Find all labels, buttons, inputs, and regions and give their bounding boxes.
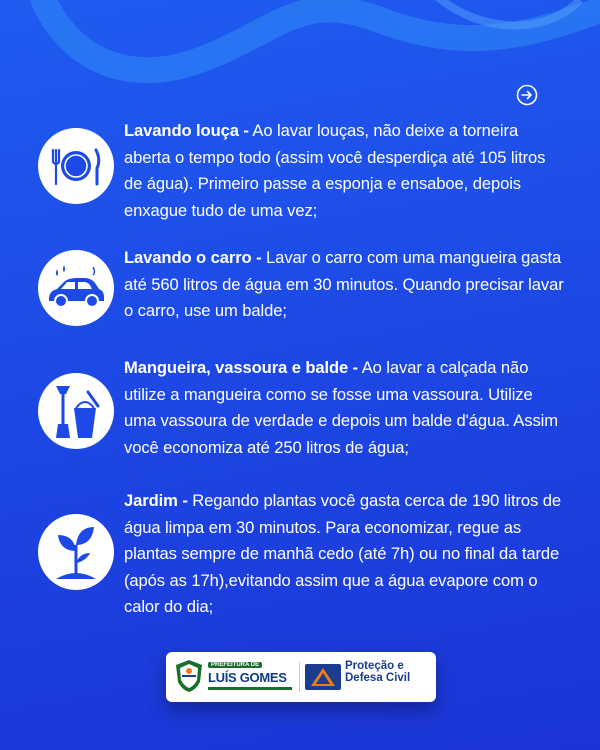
tip-body: Regando plantas você gasta cerca de 190 litros de água limpa em 30 minutos. Para economizar, regue as plantas sempre de manhã cedo (até 7h) ou no final da tarde (após as 17h),evitando assim que a água evapore com o calor do dia; (124, 491, 561, 616)
defesa-civil-title: Proteção e Defesa Civil (345, 660, 411, 684)
prefeitura-name: LUÍS GOMES (208, 670, 287, 685)
tip-title: Jardim - (124, 491, 188, 510)
tip-body: Lavar o carro com uma mangueira gasta até 560 litros de água em 30 minutos. Quando precisar lavar o carro, use um balde; (124, 248, 564, 320)
tip-title: Lavando o carro - (124, 248, 262, 267)
next-button[interactable] (516, 84, 538, 106)
tip-icon-container (38, 128, 114, 204)
tip-text (124, 488, 564, 621)
tip-title: Mangueira, vassoura e balde - (124, 358, 359, 377)
decorative-swirl (0, 0, 600, 110)
tip-text (124, 245, 564, 325)
tip-body: Ao lavar a calçada não utilize a mangueira como se fosse uma vassoura. Utilize uma vassoura de verdade e depois um balde d'água. Assim você economiza até 250 litros de água; (124, 358, 558, 457)
tip-icon-container (38, 514, 114, 590)
tip-icon-container (38, 250, 114, 326)
tip-text (124, 355, 564, 461)
prefeitura-label: PREFEITURA DE (208, 662, 262, 668)
broom-bucket-icon (48, 380, 104, 442)
arrow-right-circle-icon (518, 86, 537, 105)
car-washing-icon (45, 263, 107, 313)
logo-divider (299, 662, 300, 692)
defesa-civil-emblem-icon (305, 664, 341, 690)
tip-text (124, 118, 564, 224)
plate-fork-knife-icon (46, 136, 106, 196)
tip-body: Ao lavar louças, não deixe a torneira aberta o tempo todo (assim você desperdiça até 105 litros de água). Primeiro passe a esponja e ensaboe, depois enxague tudo de uma vez; (124, 121, 546, 220)
city-crest-icon (174, 658, 204, 694)
tip-title: Lavando louça - (124, 121, 249, 140)
plant-sprout-icon (48, 521, 104, 583)
footer-logos-card (166, 652, 436, 702)
tip-icon-container (38, 373, 114, 449)
prefeitura-logo (174, 658, 294, 696)
defesa-civil-logo (305, 658, 431, 696)
prefeitura-underline (208, 687, 292, 690)
